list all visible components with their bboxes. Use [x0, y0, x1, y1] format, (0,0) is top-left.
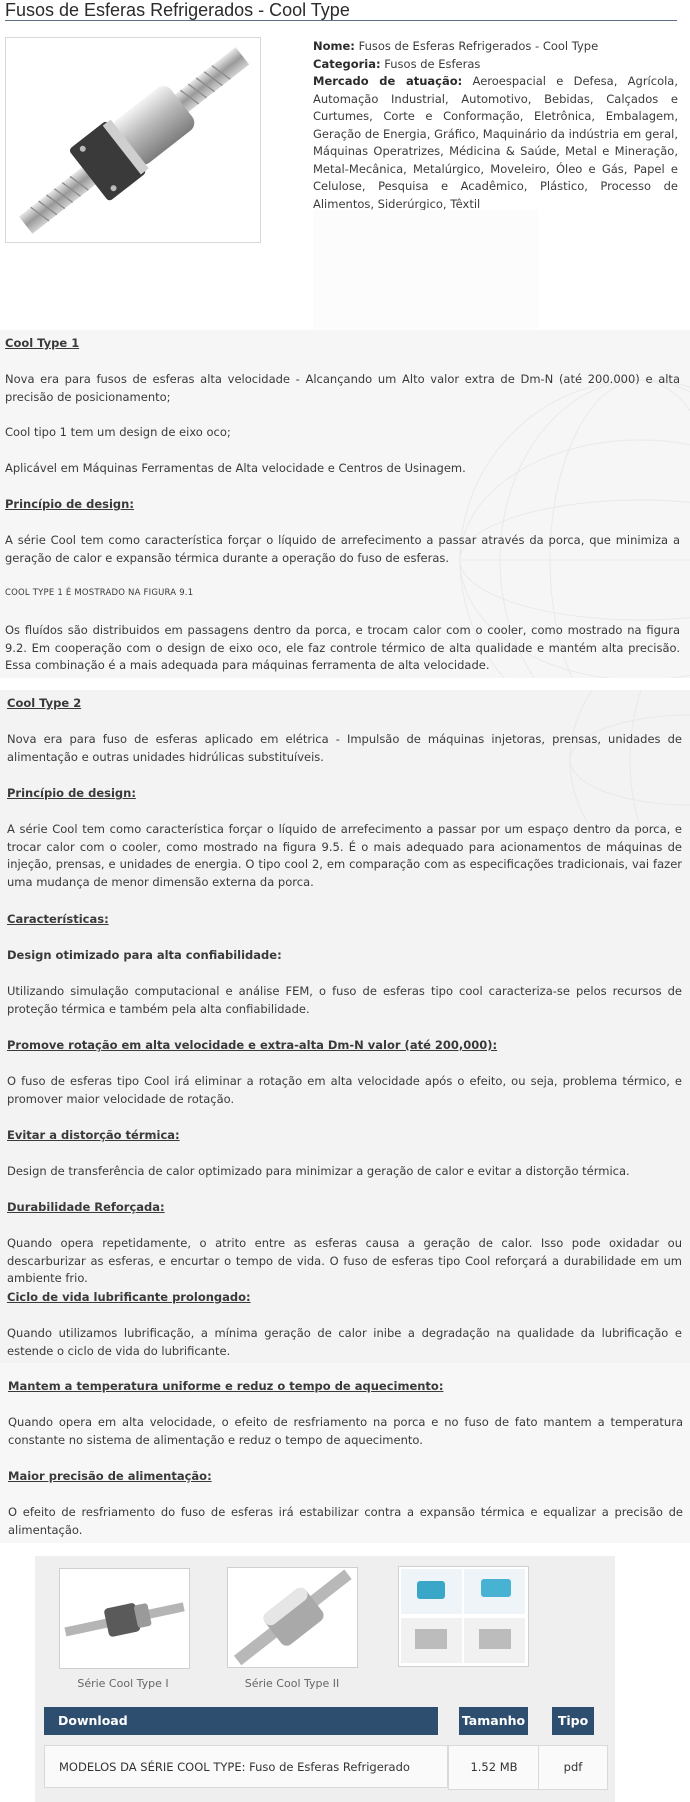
feature-4-text: Quando opera repetidamente, o atrito entre as esferas causa a geração de calor. Isso pode oxidadar ou descarburizar as esferas, e encurtar o tempo de vida. O fuso de esferas tipo Cool reforçará a durabilidade em um ambiente frio. [7, 1236, 682, 1285]
gallery-thumb-cool-type-2[interactable] [227, 1567, 358, 1668]
feature-5-title: Ciclo de vida lubrificante prolongado: [7, 1290, 251, 1304]
feature-7-text: O efeito de resfriamento do fuso de esferas irá estabilizar contra a expansão térmica e equalizar a precisão de alimentação. [8, 1505, 683, 1537]
feature-3-text: Design de transferência de calor optimizado para minimizar a geração de calor e evitar a distorção térmica. [7, 1164, 630, 1178]
info-placeholder-panel [313, 210, 538, 335]
product-image[interactable] [5, 37, 261, 243]
cool-type-1-paragraph-4: A série Cool tem como característica forçar o líquido de arrefecimento a passar através da porca, que minimiza a geração de calor e expansão térmica durante a operação do fuso de esferas. [5, 533, 680, 565]
product-category: Fusos de Esferas [384, 56, 481, 71]
download-column-header: Download [44, 1707, 438, 1735]
cool-type-1-paragraph-5: Os fluídos são distribuidos em passagens dentro da porca, e trocam calor com o cooler, como mostrado na figura 9.2. Em cooperação com o design de eixo oco, ele faz controle térmico de alta qualidade e mantém alta precisão. Essa combinação é a mais adequada para máquinas ferramenta de alta velocidade. [5, 623, 680, 672]
file-size: 1.52 MB [448, 1745, 540, 1790]
cool-type-2-paragraph-1: Nova era para fuso de esferas aplicado em elétrica - Impulsão de máquinas injetoras, prensas, unidades de alimentação e outras unidades hidrúlicas substituíveis. [7, 732, 682, 764]
cool-type-1-paragraph-1: Nova era para fusos de esferas alta velocidade - Alcançando um Alto valor extra de Dm-N (até 200.000) e alta precisão de posicionamento; [5, 372, 680, 404]
feature-5-text: Quando utilizamos lubrificação, a mínima geração de calor inibe a degradação na qualidade da lubrificação e estende o ciclo de vida do lubrificante. [7, 1326, 682, 1358]
feature-2-title: Promove rotação em alta velocidade e extra-alta Dm-N valor (até 200,000): [7, 1038, 498, 1052]
cool-type-2-design-title: Princípio de design: [7, 786, 136, 800]
feature-7-title: Maior precisão de alimentação: [8, 1469, 212, 1483]
feature-4-title: Durabilidade Reforçada: [7, 1200, 165, 1214]
cool-type-1-paragraph-3: Aplicável em Máquinas Ferramentas de Alta velocidade e Centros de Usinagem. [5, 461, 466, 475]
gallery-thumb-diagrams[interactable] [398, 1566, 529, 1667]
cool-type-1-design-title: Princípio de design: [5, 497, 134, 511]
cool-type-1-section [0, 330, 690, 678]
figure-caption: COOL TYPE 1 É MOSTRADO NA FIGURA 9.1 [5, 588, 194, 598]
cool-type-2-title: Cool Type 2 [7, 696, 82, 710]
title-divider [5, 20, 677, 21]
market-label: Mercado de atuação: [313, 74, 463, 88]
cool-type-extra-section [0, 1363, 690, 1543]
type-column-header: Tipo [552, 1707, 594, 1735]
feature-2-text: O fuso de esferas tipo Cool irá eliminar a rotação em alta velocidade após o efeito, ou seja, problema térmico, e promover maior velocidade de rotação. [7, 1074, 682, 1106]
category-label: Categoria: [313, 56, 381, 71]
feature-3-title: Evitar a distorção térmica: [7, 1128, 180, 1142]
file-type: pdf [538, 1745, 608, 1790]
name-label: Nome: [313, 39, 355, 53]
product-name: Fusos de Esferas Refrigerados - Cool Type [358, 39, 599, 53]
gallery-caption-1: Série Cool Type I [77, 1677, 169, 1690]
download-link[interactable]: MODELOS DA SÉRIE COOL TYPE: Fuso de Esferas Refrigerado [44, 1745, 448, 1788]
size-column-header: Tamanho [459, 1707, 528, 1735]
feature-1-text: Utilizando simulação computacional e análise FEM, o fuso de esferas tipo cool caracteriza-se pelos recursos de proteção térmica e também pela alta confiabilidade. [7, 984, 682, 1016]
feature-6-text: Quando opera em alta velocidade, o efeito de resfriamento na porca e no fuso de fato mantem a temperatura constante no sistema de alimentação e reduz o tempo de aquecimento. [8, 1415, 683, 1447]
feature-6-title: Mantem a temperatura uniforme e reduz o tempo de aquecimento: [8, 1379, 444, 1393]
cool-type-1-title: Cool Type 1 [5, 336, 80, 350]
feature-1-title: Design otimizado para alta confiabilidade: [7, 948, 282, 962]
product-info [313, 38, 678, 213]
cool-type-2-paragraph-2: A série Cool tem como característica forçar o líquido de arrefecimento a passar por um espaço dentro da porca, e trocar calor com o cooler, como mostrado na figura 9.5. É o mais adequado para acionamentos de máquinas de injeção, prensas, e unidades de energia. O tipo cool 2, em comparação com as especificações tradicionais, vai fazer uma mudança de menor dimensão externa da porca. [7, 822, 682, 889]
features-title: Características: [7, 912, 109, 926]
product-market: Aeroespacial e Defesa, Agrícola, Automação Industrial, Automotivo, Bebidas, Calçados e Curtumes, Corte e Conformação, Eletrônica, Embalagem, Geração de Energia, Gráfico, Maquinário da indústria em geral, Máquinas Operatrizes, Médicina & Saúde, Metal e Mineração, Metal-Mecânica, Metalúrgico, Moveleiro, Óleo e Gás, Papel e Celulose, Pesquisa e Acadêmico, Plástico, Processo de Alimentos, Siderúrgico, Têxtil [313, 74, 679, 211]
gallery-caption-2: Série Cool Type II [244, 1677, 340, 1690]
cool-type-1-paragraph-2: Cool tipo 1 tem um design de eixo oco; [5, 425, 231, 439]
cool-type-2-section [0, 690, 690, 1363]
page-title: Fusos de Esferas Refrigerados - Cool Type [5, 0, 350, 20]
gallery-thumb-cool-type-1[interactable] [59, 1568, 190, 1669]
